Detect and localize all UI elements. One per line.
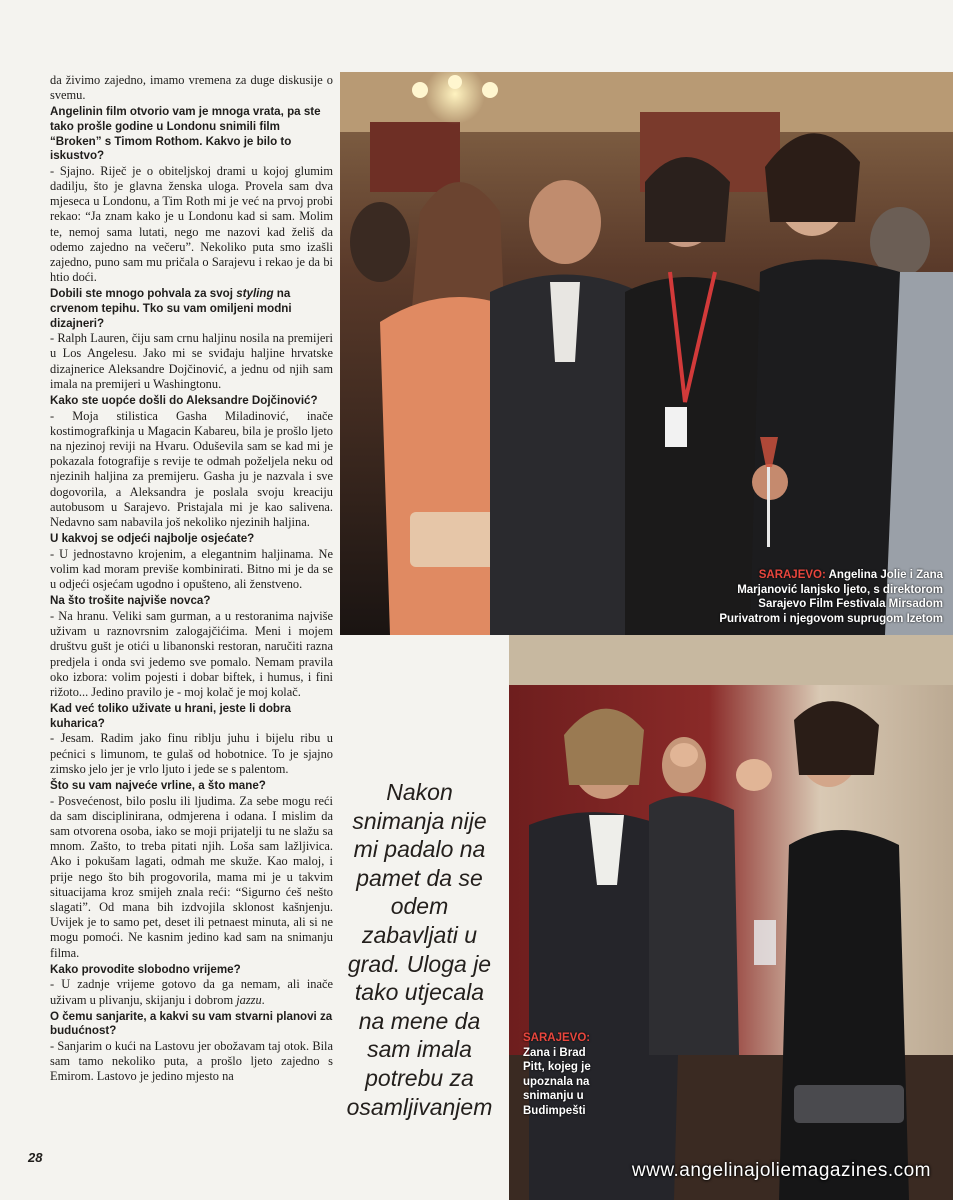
- article-question: Kad već toliko uživate u hrani, jeste li dobra kuharica?: [50, 702, 291, 730]
- article-answer: - Ralph Lauren, čiju sam crnu haljinu nosila na premijeri u Los Angelesu. Jako mi se sviđaju haljine hrvatske dizajnerice Aleksandre Dojčinović, a jednu od njih sam imala na premijeri u Washingtonu.: [50, 331, 333, 391]
- article-question: Kako provodite slobodno vrijeme?: [50, 962, 241, 976]
- pull-quote-line: snimanja nije: [352, 807, 487, 834]
- article-question: Angelinin film otvorio vam je mnoga vrata, pa ste tako prošle godine u Londonu snimili film “Broken” s Timom Rothom. Kakvo je bilo to iskustvo?: [50, 105, 321, 163]
- bottom-caption-line: Pitt, kojeg je: [523, 1061, 591, 1073]
- bottom-caption-line: Budimpešti: [523, 1104, 586, 1117]
- article-answer: - Sanjarim o kući na Lastovu jer obožavam taj otok. Bila sam tamo nekoliko puta, a prošlo ljeto zajedno s Emirom. Lastovo je jedino mjesto na: [50, 1039, 333, 1084]
- pull-quote-line: odem: [390, 893, 449, 920]
- article-question: U kakvoj se odjeći najbolje osjećate?: [50, 532, 255, 546]
- article-answer: - U zadnje vrijeme gotovo da ga nemam, ali inače uživam u plivanju, skijanju i dobrom jazzu.: [50, 977, 333, 1007]
- top-caption-line: Angelina Jolie i Zana: [828, 569, 943, 581]
- pull-quote-line: na mene da: [358, 1007, 481, 1034]
- article-question: O čemu sanjarite, a kakvi su vam stvarni planovi za budućnost?: [50, 1009, 333, 1038]
- bottom-caption-line: upoznala na: [523, 1075, 590, 1088]
- bottom-caption-line: Zana i Brad: [523, 1046, 586, 1059]
- pull-quote-line: grad. Uloga je: [347, 950, 492, 977]
- pull-quote-line: zabavljati u: [361, 921, 478, 948]
- pull-quote-line: pamet da se: [356, 864, 483, 891]
- top-caption-line: Purivatrom i njegovom suprugom Izetom: [719, 612, 943, 625]
- bottom-photo-caption: [523, 1031, 591, 1118]
- top-caption-line: Marjanović lanjsko ljeto, s direktorom: [737, 583, 943, 596]
- article-question: Na što trošite najviše novca?: [50, 594, 211, 608]
- pull-quote-line: tako utjecala: [354, 979, 485, 1006]
- bottom-caption-tag: SARAJEVO:: [523, 1032, 591, 1044]
- pull-quote-line: mi padalo na: [353, 836, 486, 863]
- pull-quote-line: osamljivanjem: [346, 1093, 493, 1120]
- pull-quote-line: Nakon: [386, 779, 453, 805]
- top-photo-caption: [719, 568, 943, 626]
- article-column: [50, 73, 333, 1085]
- pull-quote-line: sam imala: [367, 1036, 472, 1063]
- top-photo: [340, 72, 953, 635]
- top-caption-tag: SARAJEVO:: [758, 569, 826, 581]
- bottom-caption-line: snimanju u: [523, 1090, 584, 1102]
- pull-quote-line: potrebu za: [365, 1064, 474, 1091]
- article-answer: - U jednostavno krojenim, a elegantnim haljinama. Ne volim kad moram previše kombinirati. Bitno mi je da se u odjeći osjećam ugodno i opušteno, ali ženstveno.: [50, 546, 333, 592]
- article-answer: - Na hranu. Veliki sam gurman, a u restoranima najviše uživam u raznovrsnim zalogajčićima. Meni i mojem društvu gušt je otići u libanonski restoran, naručiti razna predjela i onda svi jedemo sve pomalo. Nemam pravila oko izbora: volim pojesti i dobar biftek, i humus, i fini rižoto... Jedino pravilo je - moj kolač je moj kolač.: [50, 609, 333, 700]
- top-caption-line: Sarajevo Film Festivala Mirsadom: [758, 598, 943, 610]
- pull-quote: [342, 778, 497, 1121]
- page-number: 28: [28, 1150, 43, 1165]
- article-answer: da živimo zajedno, imamo vremena za duge diskusije o svemu.: [50, 73, 333, 103]
- article-question: Kako ste uopće došli do Aleksandre Dojčinović?: [50, 394, 318, 407]
- top-photo-image: [340, 72, 953, 635]
- article-answer: - Moja stilistica Gasha Miladinović, inače kostimografkinja u Magacin Kabareu, bila je prošlo ljeto na njezinoj reviji na Hvaru. Oduševila sam se kad mi je pokazala fotografije s revije te odmah poželjela neku od njezinih haljina za premijeru. Gasha ju je nazvala i sve dogovorila, a Aleksandra je poslala svoju kreaciju autobusom u Sarajevo. Pristajala mi je kao salivena. Nedavno sam nabavila još nekoliko njezinih haljina.: [50, 408, 333, 530]
- article-answer: - Jesam. Radim jako finu riblju juhu i bijelu ribu u pećnici s limunom, te gulaš od hobotnice. To je sjajno zimsko jelo jer je vrlo ljuto i jede se s palentom.: [50, 731, 333, 776]
- article-question: Dobili ste mnogo pohvala za svoj styling na crvenom tepihu. Tko su vam omiljeni modni dizajneri?: [50, 287, 292, 330]
- article-answer: - Posvećenost, bilo poslu ili ljudima. Za sebe mogu reći da sam disciplinirana, odmjerena i odana. I mislim da sam otvorena osoba, iako se moji prijatelji tu ne slažu sa mnom. Zašto, to treba pitati njih. Loša sam lažljivica. Ako i pokušam lagati, odmah me skuže. Kao maloj, i prije nego što bih progovorila, mama mi je u takvim situacijama kroz smijeh znala reći: “Sigurno ćeš nešto slagati”. Od mana bih izdvojila sklonost kašnjenju. Uvijek je to samo pet, deset ili petnaest minuta, ali si ne mogu pomoći. Ne kasnim jedino kad sam na snimanju filma.: [50, 793, 333, 960]
- bottom-photo: [509, 635, 953, 1200]
- article-answer: - Sjajno. Riječ je o obiteljskoj drami u kojoj glumim dadilju, što je glavna ženska uloga. Provela sam dva mjeseca u Londonu, a Tim Roth mi je već na prvoj probi rekao: “Ja znam kako je u Londonu kad si sam. Molim te, nemoj sama lutati, nego me nazovi kad želiš da odemo zajedno na večeru”. Nekoliko puta smo izašli zajedno, puno sam mu pričala o Sarajevu i rekao je da bi htio doći.: [50, 163, 333, 285]
- article-question: Što su vam najveće vrline, a što mane?: [50, 779, 266, 793]
- watermark-text: www.angelinajoliemagazines.com: [631, 1160, 931, 1181]
